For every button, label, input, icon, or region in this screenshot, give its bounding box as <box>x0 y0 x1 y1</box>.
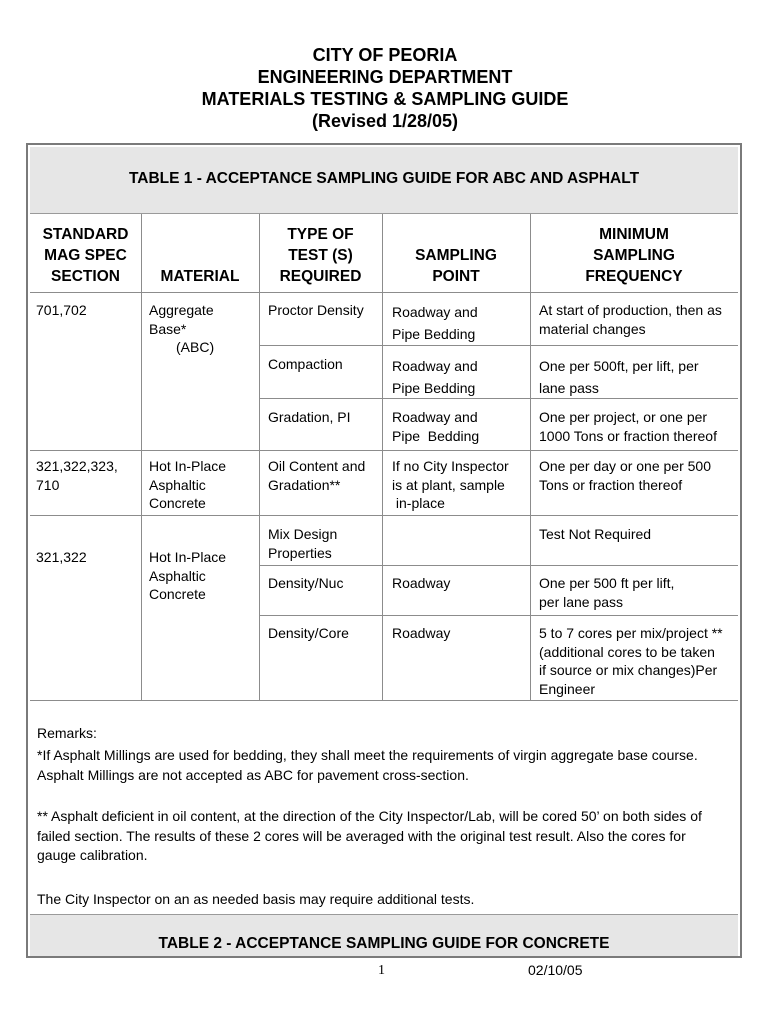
header-city: CITY OF PEORIA <box>312 45 458 65</box>
material-cell: Aggregate Base* (ABC) <box>149 302 215 355</box>
point-cell: Roadway <box>392 625 451 641</box>
test-cell: Proctor Density <box>268 302 364 318</box>
row-rule <box>30 450 738 451</box>
spec-cell: 321,322 <box>36 549 87 565</box>
table-bottom-rule <box>30 700 738 701</box>
document-header <box>0 44 770 132</box>
spec-cell: 321,322,323, 710 <box>36 458 118 493</box>
row-rule <box>259 345 738 346</box>
material-cell: Hot In-Place Asphaltic Concrete <box>149 458 227 511</box>
frequency-cell: One per project, or one per 1000 Tons or fraction thereof <box>539 409 717 444</box>
point-cell: Roadway and Pipe Bedding <box>392 304 478 342</box>
point-cell: Roadway <box>392 575 451 591</box>
point-cell: If no City Inspector is at plant, sample in-place <box>392 458 509 511</box>
table1-title: TABLE 1 - ACCEPTANCE SAMPLING GUIDE FOR ABC AND ASPHALT <box>128 170 640 187</box>
row-rule <box>30 515 738 516</box>
page-number: 1 <box>378 963 385 978</box>
test-cell: Mix Design Properties <box>268 526 338 561</box>
frequency-cell: One per day or one per 500 Tons or fraction thereof <box>539 458 712 493</box>
spec-cell: 701,702 <box>36 302 87 318</box>
test-cell: Compaction <box>268 356 343 372</box>
col-header-test: TYPE OF TEST (S) REQUIRED <box>279 226 362 285</box>
frequency-cell: 5 to 7 cores per mix/project ** (additional cores to be taken if source or mix changes)Per Engineer <box>539 625 723 697</box>
table2-title: TABLE 2 - ACCEPTANCE SAMPLING GUIDE FOR CONCRETE <box>158 935 610 952</box>
header-department: ENGINEERING DEPARTMENT <box>257 67 513 87</box>
row-rule <box>259 615 738 616</box>
test-cell: Gradation, PI <box>268 409 351 425</box>
test-cell: Density/Nuc <box>268 575 344 591</box>
frequency-cell: At start of production, then as material changes <box>539 302 722 337</box>
row-rule <box>259 565 738 566</box>
point-cell: Roadway and Pipe Bedding <box>392 358 478 396</box>
col-header-spec: STANDARD MAG SPEC SECTION <box>42 226 129 285</box>
material-cell: Hot In-Place Asphaltic Concrete <box>149 549 227 602</box>
header-revision: (Revised 1/28/05) <box>311 111 459 131</box>
test-cell: Oil Content and Gradation** <box>268 458 366 493</box>
remarks-note-oil-content: ** Asphalt deficient in oil content, at the direction of the City Inspector/Lab, will be cored 50’ on both sides of failed section. The results of these 2 cores will be averaged with the original test result. Also the cores for gauge calibration. <box>37 808 702 863</box>
col-header-frequency: MINIMUM SAMPLING FREQUENCY <box>585 226 683 285</box>
remarks-label: Remarks: <box>37 725 97 741</box>
test-cell: Density/Core <box>268 625 349 641</box>
frequency-cell: Test Not Required <box>539 526 652 542</box>
page-date: 02/10/05 <box>528 962 583 978</box>
remarks-note-millings: *If Asphalt Millings are used for bedding, they shall meet the requirements of virgin aggregate base course. Asphalt Millings are not accepted as ABC for pavement cross-section. <box>37 747 698 783</box>
frequency-cell: One per 500ft, per lift, per lane pass <box>539 358 699 396</box>
col-header-point: SAMPLING POINT <box>415 247 497 285</box>
header-guide-title: MATERIALS TESTING & SAMPLING GUIDE <box>201 89 569 109</box>
col-header-material: MATERIAL <box>160 268 240 285</box>
point-cell: Roadway and Pipe Bedding <box>392 409 480 444</box>
header-bottom-rule <box>30 292 738 293</box>
frequency-cell: One per 500 ft per lift, per lane pass <box>539 575 675 610</box>
remarks-note-additional-tests: The City Inspector on an as needed basis may require additional tests. <box>37 891 475 907</box>
